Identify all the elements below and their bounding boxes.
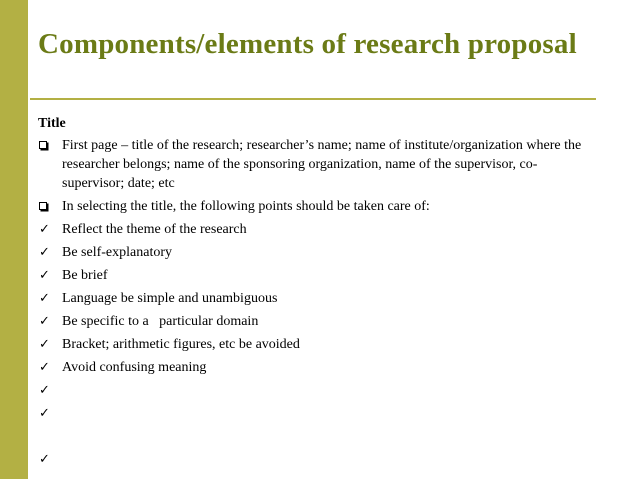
check-item-text: Be self-explanatory <box>62 245 173 260</box>
check-list-item <box>38 450 598 469</box>
slide-title: Components/elements of research proposal <box>38 28 577 60</box>
check-item-text: Bracket; arithmetic figures, etc be avoided <box>62 337 300 352</box>
bullet-text: First page – title of the research; researcher’s name; name of institute/organization where the researcher belongs; name of the sponsoring organization, name of the supervisor, co-supervisor; date; etc <box>62 138 582 191</box>
blank-line <box>38 427 598 450</box>
square-bullet-item <box>38 197 598 216</box>
check-mark-icon: ✓ <box>39 268 50 283</box>
bullet-text: In selecting the title, the following points should be taken care of: <box>62 199 430 214</box>
check-mark-icon: ✓ <box>39 291 50 306</box>
check-list-item <box>38 404 598 423</box>
square-bullet-icon <box>39 136 55 155</box>
check-item-text: Avoid confusing meaning <box>62 360 207 375</box>
square-bullet-item <box>38 136 598 193</box>
check-list-item <box>38 289 598 308</box>
check-mark-icon: ✓ <box>39 360 50 375</box>
check-list-item <box>38 312 598 331</box>
check-mark-icon: ✓ <box>39 337 50 352</box>
slide-content <box>38 114 598 473</box>
square-bullet-icon <box>39 197 55 216</box>
check-list-item <box>38 381 598 400</box>
check-item-text: Language be simple and unambiguous <box>62 291 278 306</box>
check-list-item <box>38 358 598 377</box>
check-item-text: Reflect the theme of the research <box>62 222 247 237</box>
section-heading: Title <box>38 116 66 131</box>
check-mark-icon: ✓ <box>39 222 50 237</box>
check-item-text: Be brief <box>62 268 108 283</box>
check-list-item <box>38 335 598 354</box>
check-item-text: Be specific to a particular domain <box>62 314 259 329</box>
check-mark-icon: ✓ <box>39 314 50 329</box>
check-mark-icon: ✓ <box>39 406 50 421</box>
check-mark-icon: ✓ <box>39 383 50 398</box>
check-mark-icon: ✓ <box>39 245 50 260</box>
check-mark-icon: ✓ <box>39 452 50 467</box>
check-list-item <box>38 243 598 262</box>
check-list-item <box>38 266 598 285</box>
accent-sidebar-bar <box>0 0 28 479</box>
check-list-item <box>38 220 598 239</box>
title-underline <box>30 98 596 100</box>
